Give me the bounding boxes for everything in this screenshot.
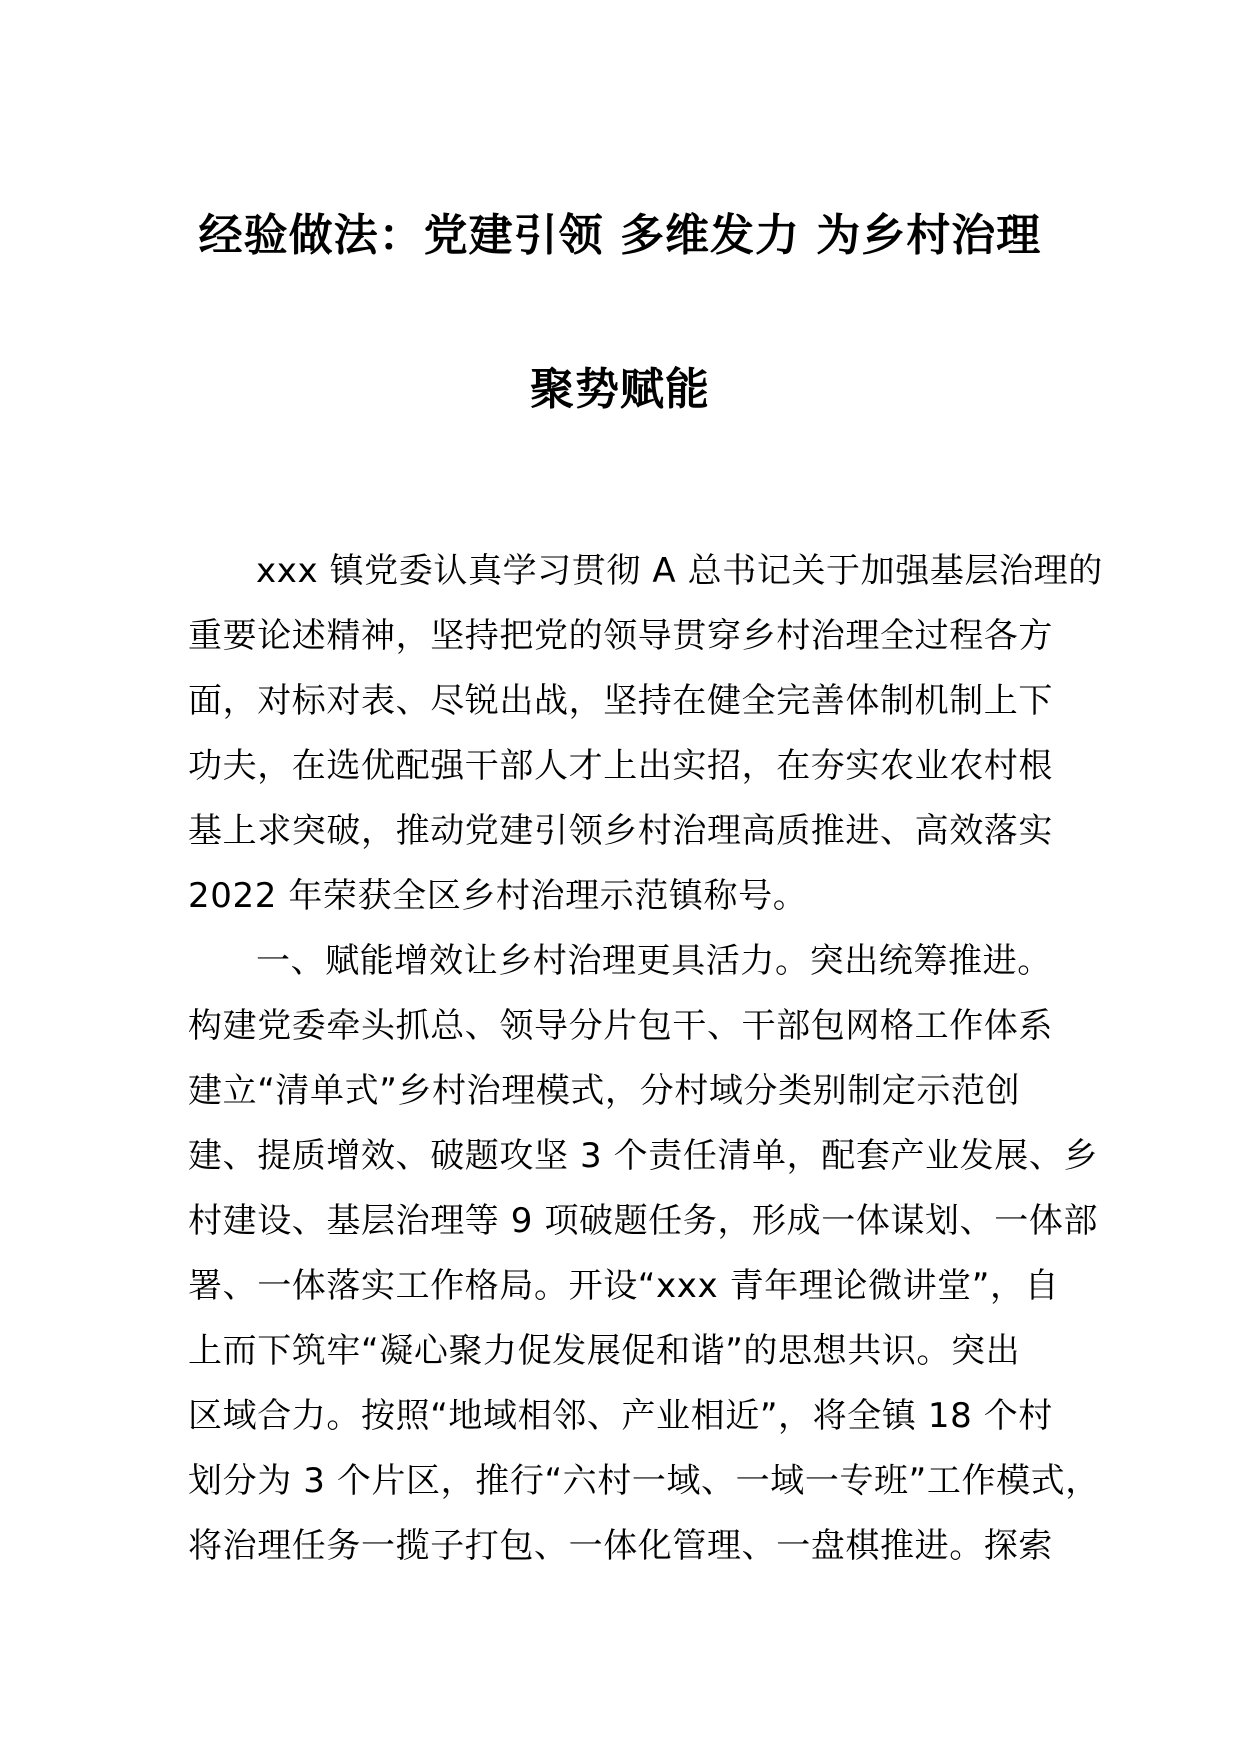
paragraph-2-line-9: 划分为 3 个片区，推行“六村一域、一域一专班”工作模式，	[188, 1461, 1100, 1501]
paragraph-2-line-5: 村建设、基层治理等 9 项破题任务，形成一体谋划、一体部	[188, 1201, 1099, 1241]
document-title-line-1: 经验做法：党建引领 多维发力 为乡村治理	[198, 210, 1042, 261]
paragraph-2-line-2: 构建党委牵头抓总、领导分片包干、干部包网格工作体系	[188, 1006, 1053, 1046]
paragraph-2-line-10: 将治理任务一揽子打包、一体化管理、一盘棋推进。探索	[188, 1526, 1053, 1566]
paragraph-2-line-3: 建立“清单式”乡村治理模式，分村域分类别制定示范创	[188, 1071, 1021, 1111]
paragraph-1-line-3: 面，对标对表、尽锐出战，坚持在健全完善体制机制上下	[188, 681, 1053, 721]
paragraph-1-line-1: xxx 镇党委认真学习贯彻 A 总书记关于加强基层治理的	[256, 551, 1103, 591]
paragraph-1-line-5: 基上求突破，推动党建引领乡村治理高质推进、高效落实	[188, 811, 1053, 851]
paragraph-1-line-2: 重要论述精神，坚持把党的领导贯穿乡村治理全过程各方	[188, 616, 1053, 656]
paragraph-2-line-4: 建、提质增效、破题攻坚 3 个责任清单，配套产业发展、乡	[188, 1136, 1099, 1176]
paragraph-2-line-6: 署、一体落实工作格局。开设“xxx 青年理论微讲堂”，自	[188, 1266, 1060, 1306]
paragraph-1-line-4: 功夫，在选优配强干部人才上出实招，在夯实农业农村根	[188, 746, 1053, 786]
paragraph-1-line-6: 2022 年荣获全区乡村治理示范镇称号。	[188, 876, 808, 916]
paragraph-2-line-7: 上而下筑牢“凝心聚力促发展促和谐”的思想共识。突出	[188, 1331, 1021, 1371]
paragraph-2-line-8: 区域合力。按照“地域相邻、产业相近”，将全镇 18 个村	[188, 1396, 1053, 1436]
document-title-line-2: 聚势赋能	[530, 364, 710, 415]
paragraph-2-line-1: 一、赋能增效让乡村治理更具活力。突出统筹推进。	[256, 941, 1052, 981]
